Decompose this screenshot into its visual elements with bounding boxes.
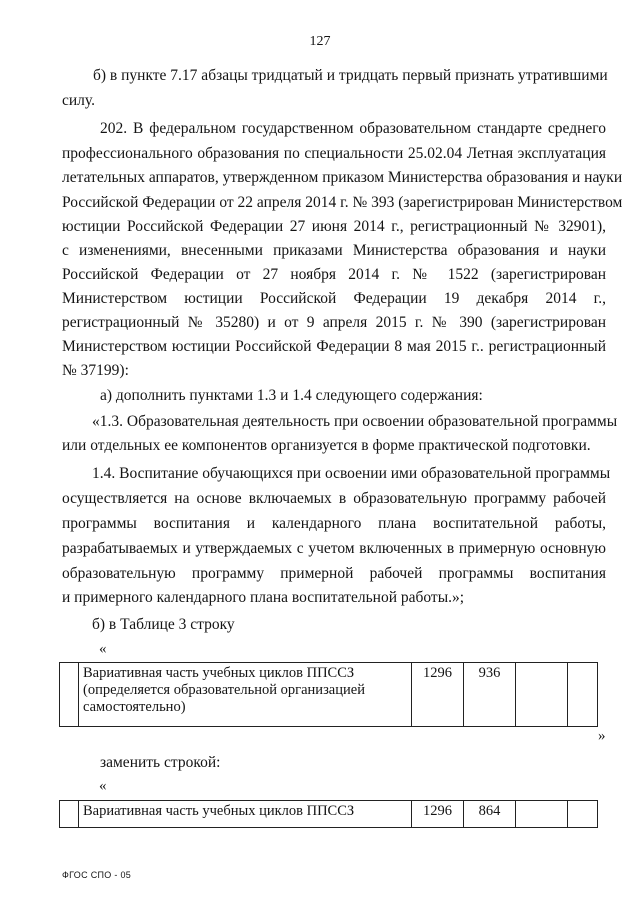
text-line: силу. — [62, 92, 95, 109]
text-line: Министерством юстиции Российской Федерации 8 мая 2015 г.. регистрационный — [62, 338, 606, 355]
page-number: 127 — [309, 34, 331, 49]
text-line: а) дополнить пунктами 1.3 и 1.4 следующего содержания: — [100, 387, 483, 404]
text-line: и примерного календарного плана воспитательной работы.»; — [62, 589, 465, 606]
text-line: или отдельных ее компонентов организуется в форме практической подготовки. — [62, 437, 591, 454]
text-line: регистрационный № 35280) и от 9 апреля 2015 г. № 390 (зарегистрирован — [62, 314, 606, 331]
text-line: № 37199): — [62, 362, 129, 379]
text-line: осуществляется на основе включаемых в образовательную программу рабочей — [62, 490, 606, 507]
footer-code: ФГОС СПО - 05 — [62, 870, 132, 880]
text-line: разрабатываемых и утверждаемых с учетом включенных в примерную основную — [62, 540, 606, 557]
text-line: б) в пункте 7.17 абзацы тридцатый и тридцать первый признать утратившими — [93, 67, 608, 84]
open-quote: « — [99, 641, 107, 657]
close-quote: » — [598, 728, 606, 744]
text-line: Российской Федерации от 22 апреля 2014 г. № 393 (зарегистрирован Министерством — [62, 194, 623, 211]
table-cell-empty — [60, 801, 79, 828]
table-old-row — [59, 662, 598, 727]
table-cell-empty — [568, 663, 598, 727]
table-cell-name: Вариативная часть учебных циклов ППССЗ (определяется образовательной организацией самостоятельно) — [79, 663, 412, 727]
text-line: летательных аппаратов, утвержденном приказом Министерства образования и науки — [62, 169, 623, 186]
table-new-row — [59, 800, 598, 828]
text-line: «1.3. Образовательная деятельность при освоении образовательной программы — [92, 413, 618, 430]
text-line: с изменениями, внесенными приказами Министерства образования и науки — [62, 242, 606, 259]
text-line: юстиции Российской Федерации 27 июня 2014 г., регистрационный № 32901), — [62, 218, 606, 235]
text-line: программы воспитания и календарного плана воспитательной работы, — [62, 515, 606, 532]
text-line: профессионального образования по специальности 25.02.04 Летная эксплуатация — [62, 145, 606, 162]
table-cell-empty — [516, 663, 568, 727]
text-line: б) в Таблице 3 строку — [92, 616, 235, 633]
replace-label: заменить строкой: — [100, 754, 221, 771]
text-line: 1.4. Воспитание обучающихся при освоении ими образовательной программы — [92, 465, 611, 482]
text-line: Российской Федерации от 27 ноября 2014 г. № 1522 (зарегистрирован — [62, 266, 606, 283]
table-cell-value: 864 — [464, 801, 516, 828]
table-cell-empty — [60, 663, 79, 727]
open-quote: « — [99, 778, 107, 794]
table-cell-empty — [568, 801, 598, 828]
text-line: образовательную программу примерной рабочей программы воспитания — [62, 565, 606, 582]
text-line: Министерством юстиции Российской Федерации 19 декабря 2014 г., — [62, 290, 606, 307]
table-cell-value: 936 — [464, 663, 516, 727]
table-cell-value: 1296 — [412, 801, 464, 828]
table-cell-empty — [516, 801, 568, 828]
table-cell-name: Вариативная часть учебных циклов ППССЗ — [79, 801, 412, 828]
table-cell-value: 1296 — [412, 663, 464, 727]
text-line: 202. В федеральном государственном образовательном стандарте среднего — [100, 120, 606, 137]
